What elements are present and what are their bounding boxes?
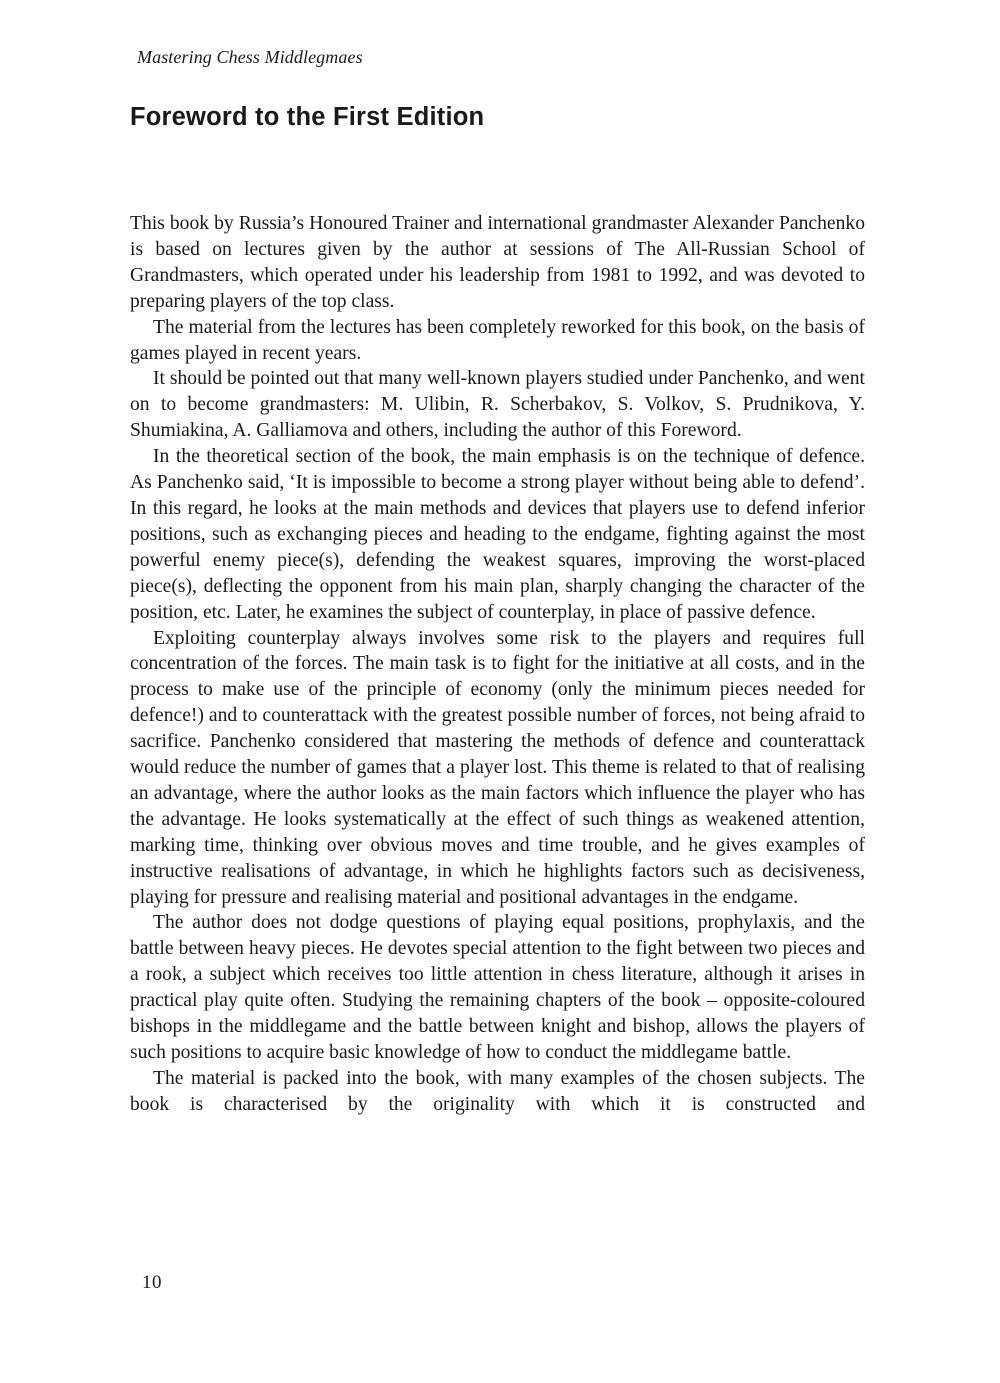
running-head: Mastering Chess Middlegmaes [137,47,363,67]
body-text [130,211,865,1118]
paragraph: The material is packed into the book, with many examples of the chosen subjects. The book is characterised by the originality with which it is constructed and [130,1067,865,1115]
paragraph: In the theoretical section of the book, the main emphasis is on the technique of defence. As Panchenko said, ‘It is impossible to become a strong player without being able to defend’. In this regard, he looks at the main methods and devices that players use to defend inferior positions, such as exchanging pieces and heading to the endgame, fighting against the most powerful enemy piece(s), defending the weakest squares, improving the worst-placed piece(s), deflecting the opponent from his main plan, sharply changing the character of the position, etc. Later, he examines the subject of counterplay, in place of passive defence. [130,446,865,623]
chapter-title: Foreword to the First Edition [130,103,485,131]
page-number: 10 [142,1272,162,1293]
paragraph: It should be pointed out that many well-known players studied under Panchenko, and went on to become grandmasters: M. Ulibin, R. Scherbakov, S. Volkov, S. Prudnikova, Y. Shumiakina, A. Galliamova and others, including the author of this Foreword. [130,368,865,442]
paragraph: Exploiting counterplay always involves some risk to the players and requires full concentration of the forces. The main task is to fight for the initiative at all costs, and in the process to make use of the principle of economy (only the minimum pieces needed for defence!) and to counterattack with the greatest possible number of forces, not being afraid to sacrifice. Panchenko considered that mastering the methods of defence and counterattack would reduce the number of games that a player lost. This theme is related to that of realising an advantage, where the author looks as the main factors which influence the player who has the advantage. He looks systematically at the effect of such things as weakened attention, marking time, thinking over obvious moves and time trouble, and he gives examples of instructive realisations of advantage, in which he highlights factors such as decisiveness, playing for pressure and realising material and positional advantages in the endgame. [130,627,865,908]
paragraph: The author does not dodge questions of playing equal positions, prophylaxis, and the battle between heavy pieces. He devotes special attention to the fight between two pieces and a rook, a subject which receives too little attention in chess literature, although it arises in practical play quite often. Studying the remaining chapters of the book – opposite-coloured bishops in the middlegame and the battle between knight and bishop, allows the players of such positions to acquire basic knowledge of how to conduct the middlegame battle. [130,912,865,1063]
paragraph: This book by Russia’s Honoured Trainer and international grandmaster Alexander Panchenko is based on lectures given by the author at sessions of The All-Russian School of Grandmasters, which operated under his leadership from 1981 to 1992, and was devoted to preparing players of the top class. [130,213,865,312]
paragraph: The material from the lectures has been completely reworked for this book, on the basis of games played in recent years. [130,316,865,364]
